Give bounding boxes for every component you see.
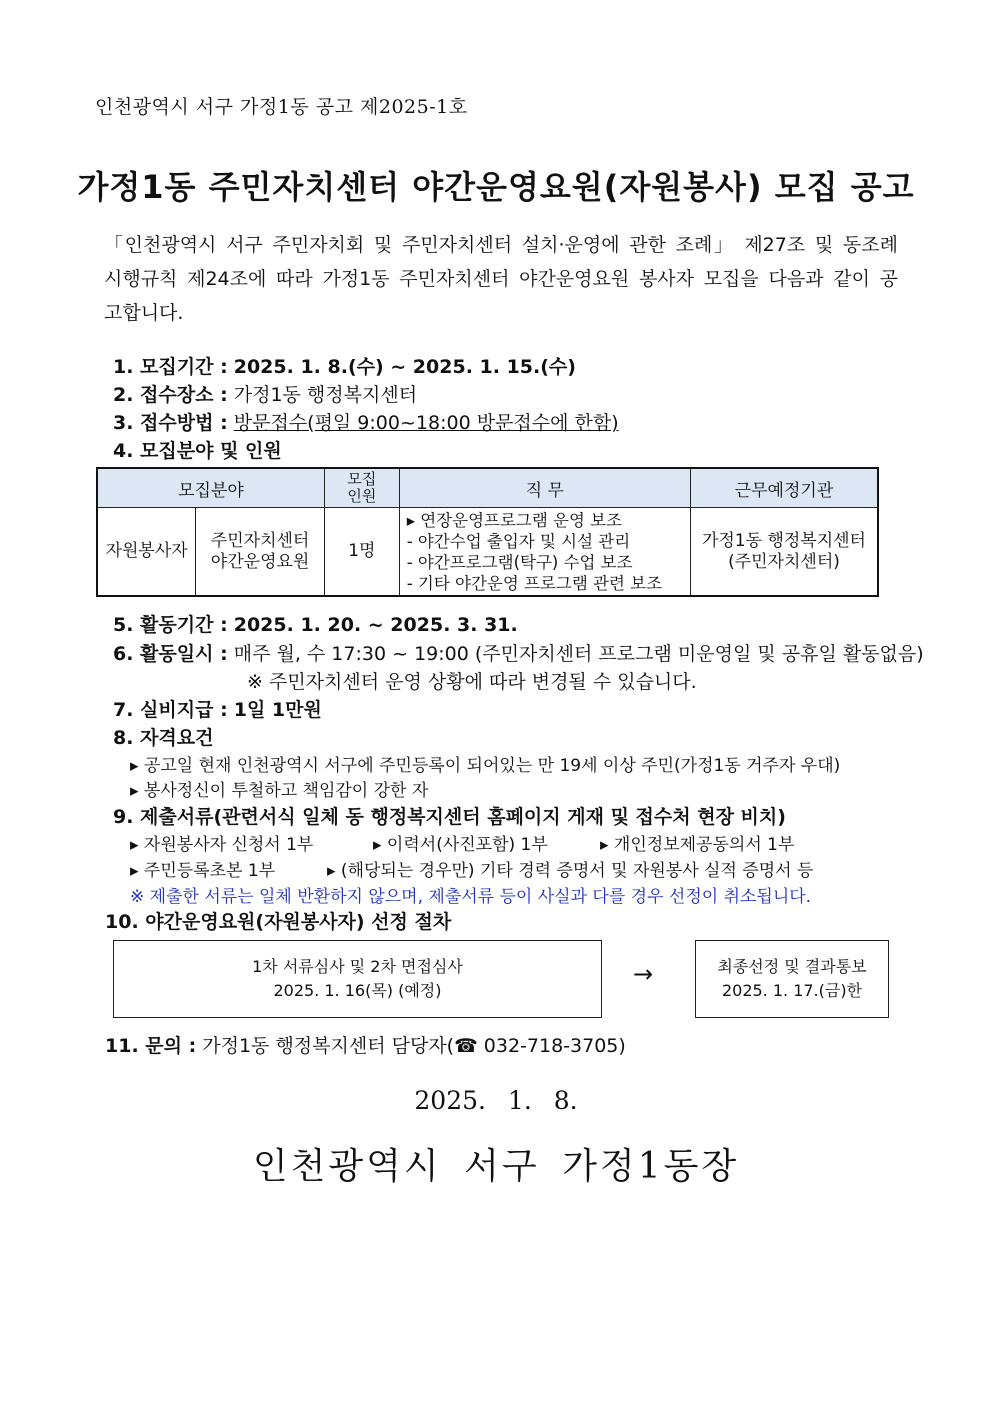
duty-line: ▸ 연장운영프로그램 운영 보조 [406, 510, 623, 530]
duty-line: - 기타 야간운영 프로그램 관련 보조 [406, 573, 663, 593]
item-qualification [113, 723, 213, 750]
table-row [97, 508, 878, 597]
th-count-line2: 인원 [347, 487, 377, 505]
item-allowance [113, 695, 322, 722]
cell-role [196, 508, 325, 597]
item-period-label: 1. 모집기간 : [113, 356, 228, 378]
item-method-label: 3. 접수방법 : [113, 412, 228, 434]
item-method [113, 408, 619, 435]
th-count-line1: 모집 [347, 470, 377, 488]
item-activity-days [113, 639, 924, 666]
document-item: ▸ 이력서(사진포함) 1부 [373, 835, 548, 855]
duty-line: - 야간프로그램(탁구) 수업 보조 [406, 552, 633, 572]
procedure-step2-date: 2025. 1. 17.(금)한 [721, 981, 863, 1000]
item-place [113, 380, 417, 407]
item-field [113, 436, 282, 463]
th-org: 근무예정기관 [690, 468, 878, 508]
document-item: ▸ 주민등록초본 1부 [130, 861, 276, 881]
procedure-step1-date: 2025. 1. 16(목) (예정) [273, 981, 442, 1000]
procedure-step1-box [113, 940, 602, 1018]
cell-role-line2: 야간운영요원 [210, 551, 310, 572]
item-method-value: 방문접수(평일 9:00~18:00 방문접수에 한함) [233, 412, 619, 434]
item-place-value: 가정1동 행정복지센터 [233, 384, 418, 406]
item-contact-label: 11. 문의 : [105, 1035, 197, 1057]
item-qualification-label: 8. 자격요건 [113, 727, 214, 749]
document-item: ▸ 개인정보제공동의서 1부 [600, 835, 795, 855]
signer: 인천광역시 서구 가정1동장 [252, 1146, 740, 1187]
item-documents [113, 802, 786, 829]
item-allowance-value: 1일 1만원 [233, 699, 322, 721]
th-field: 모집분야 [97, 468, 324, 508]
item-period-value: 2025. 1. 8.(수) ~ 2025. 1. 15.(수) [233, 356, 576, 378]
notice-number: 인천광역시 서구 가정1동 공고 제2025-1호 [95, 96, 468, 118]
procedure-step1-title: 1차 서류심사 및 2차 면접심사 [252, 957, 463, 976]
qualification-line: ▸ 공고일 현재 인천광역시 서구에 주민등록이 되어있는 만 19세 이상 주민(가정1동 거주자 우대) [130, 756, 841, 776]
item-contact-value: 가정1동 행정복지센터 담당자(☎ 032-718-3705) [202, 1035, 626, 1057]
item-contact [105, 1031, 626, 1058]
qualification-line: ▸ 봉사정신이 투철하고 책임감이 강한 자 [130, 781, 429, 801]
th-duties: 직 무 [399, 468, 690, 508]
cell-org-line2: (주민자치센터) [728, 551, 840, 572]
intro-paragraph: 「인천광역시 서구 주민자치회 및 주민자치센터 설치·운영에 관한 조례」 제27조 및 동조례 시행규칙 제24조에 따라 가정1동 주민자치센터 야간운영요원 봉사자 모집을 다음과 같이 공고합니다. [104, 234, 898, 324]
item-documents-label: 9. 제출서류(관련서식 일체 동 행정복지센터 홈페이지 게재 및 접수처 현장 비치) [113, 806, 786, 828]
cell-count: 1명 [324, 508, 399, 597]
cell-role-line1: 주민자치센터 [210, 530, 310, 551]
duty-line: - 야간수업 출입자 및 시설 관리 [406, 531, 631, 551]
recruit-table [96, 467, 879, 597]
item-place-label: 2. 접수장소 : [113, 384, 228, 406]
item-field-label: 4. 모집분야 및 인원 [113, 440, 282, 462]
item-activity-days-label: 6. 활동일시 : [113, 643, 228, 665]
table-header-row [97, 468, 878, 508]
th-count [324, 468, 399, 508]
item-selection [105, 907, 451, 934]
document-item: ▸ (해당되는 경우만) 기타 경력 증명서 및 자원봉사 실적 증명서 등 [327, 861, 814, 881]
notice-date: 2025. 1. 8. [414, 1086, 578, 1115]
item-allowance-label: 7. 실비지급 : [113, 699, 228, 721]
item-selection-label: 10. 야간운영요원(자원봉사자) 선정 절차 [105, 911, 452, 933]
procedure-step2-box [695, 940, 889, 1018]
item-activity-period-label: 5. 활동기간 : [113, 614, 228, 636]
cell-type: 자원봉사자 [97, 508, 196, 597]
cell-org [690, 508, 878, 597]
arrow-right-icon: → [633, 960, 654, 988]
page-title: 가정1동 주민자치센터 야간운영요원(자원봉사) 모집 공고 [77, 168, 915, 206]
cell-org-line1: 가정1동 행정복지센터 [701, 530, 866, 551]
item-period [113, 352, 576, 379]
documents-note: ※ 제출한 서류는 일체 반환하지 않으며, 제출서류 등이 사실과 다를 경우 선정이 취소됩니다. [130, 887, 812, 907]
document-item: ▸ 자원봉사자 신청서 1부 [130, 835, 314, 855]
item-activity-days-value: 매주 월, 수 17:30 ~ 19:00 (주민자치센터 프로그램 미운영일 및 공휴일 활동없음) [233, 643, 924, 665]
item-activity-days-note: ※ 주민자치센터 운영 상황에 따라 변경될 수 있습니다. [247, 671, 697, 693]
item-activity-period [113, 610, 518, 637]
item-activity-period-value: 2025. 1. 20. ~ 2025. 3. 31. [233, 614, 518, 636]
procedure-step2-title: 최종선정 및 결과통보 [717, 957, 867, 976]
cell-duties [399, 508, 690, 597]
